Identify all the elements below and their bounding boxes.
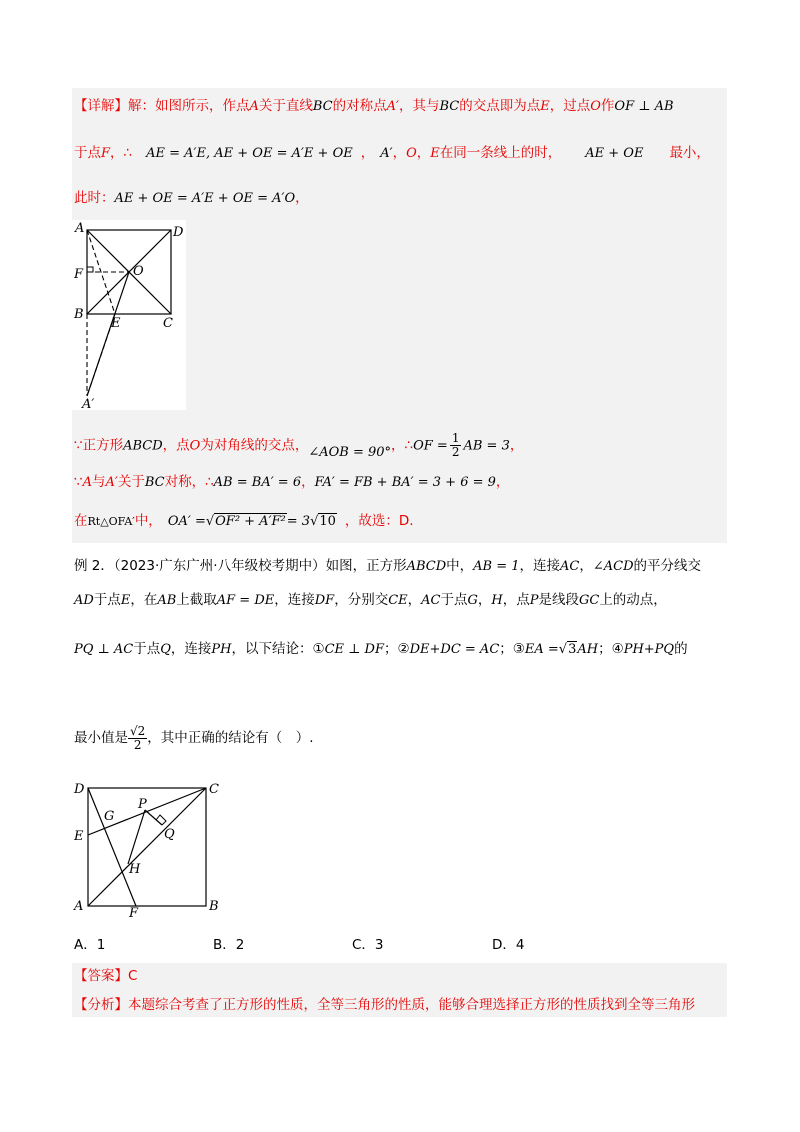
detail-tag: 【详解】 bbox=[74, 98, 128, 114]
label-A-prime: A′ bbox=[82, 397, 95, 410]
option-b[interactable]: B．2 bbox=[213, 937, 245, 953]
label-A-2: A bbox=[74, 899, 84, 914]
segment-pq bbox=[145, 810, 162, 825]
answer-line bbox=[74, 966, 137, 986]
example-line-4: 最小值是 $\frac{√2}{2}$ ，其中正确的结论有（ ）. bbox=[74, 723, 314, 752]
label-E: E bbox=[111, 316, 121, 331]
segment-df bbox=[88, 788, 136, 906]
option-d[interactable]: D．4 bbox=[492, 937, 525, 953]
label-C: C bbox=[163, 316, 173, 331]
label-F: F bbox=[74, 267, 84, 282]
solution-line-6: 在Rt△OFA′中， OA′ =√OF² + A′F²= 3√10 ，故选：D. bbox=[74, 513, 414, 529]
label-G: G bbox=[104, 809, 115, 824]
solution-line-3: 此时：AE + OE = A′E + OE = A′O， bbox=[74, 190, 309, 206]
label-H: H bbox=[129, 862, 141, 877]
solution-line-4: ∵正方形ABCD，点O为对角线的交点，∠AOB = 90°，∴OF = $\frac{1}{2}$ AB = 3， bbox=[74, 431, 524, 460]
example-line-2: AD于点E，在AB上截取AF = DE，连接DF，分别交CE，AC于点G，H，点P是线段GC上的动点， bbox=[74, 592, 667, 608]
analysis-tag: 【分析】 bbox=[74, 997, 128, 1013]
example-line-3: PQ ⊥ AC于点Q，连接PH，以下结论：①CE ⊥ DF；②DE+DC = AC；③EA =√3AH；④PH+PQ的 bbox=[74, 641, 688, 657]
answer-tag: 【答案】 bbox=[74, 968, 128, 984]
figure-1 bbox=[72, 220, 186, 410]
label-D: D bbox=[173, 225, 184, 240]
fraction-half: $\frac{1}{2}$ bbox=[451, 431, 460, 459]
label-C-2: C bbox=[209, 782, 219, 797]
analysis-text: 本题综合考查了正方形的性质，全等三角形的性质，能够合理选择正方形的性质找到全等三角形 bbox=[128, 997, 695, 1013]
label-B-2: B bbox=[209, 899, 219, 914]
label-O: O bbox=[133, 264, 144, 279]
solution-line-2: 于点F，∴ AE = A′E, AE + OE = A′E + OE ， A′，O，E在同一条线上的时， AE + OE 最小， bbox=[74, 145, 710, 161]
solution-line-5: ∵A与A′关于BC对称，∴AB = BA′ = 6，FA′ = FB + BA′ = 3 + 6 = 9， bbox=[74, 474, 510, 490]
figure-2 bbox=[70, 778, 230, 918]
diagonal-ac-2 bbox=[88, 788, 206, 906]
example-line-1: 例 2．（2023·广东广州·八年级校考期中）如图，正方形ABCD中，AB = 1，连接AC，∠ACD的平分线交 bbox=[74, 558, 702, 574]
label-P: P bbox=[138, 797, 147, 812]
label-B: B bbox=[74, 307, 84, 322]
solution-line-1: 【详解】解：如图所示，作点A关于直线BC的对称点A′，其与BC的交点即为点E，过点O作OF ⊥ AB bbox=[74, 98, 674, 114]
option-a[interactable]: A．1 bbox=[74, 937, 106, 953]
answer-value: C bbox=[128, 968, 138, 984]
label-F-2: F bbox=[129, 906, 139, 918]
label-Q: Q bbox=[164, 827, 175, 842]
label-A: A bbox=[75, 221, 85, 236]
analysis-line bbox=[74, 995, 695, 1015]
option-c[interactable]: C．3 bbox=[352, 937, 384, 953]
label-E-2: E bbox=[74, 829, 84, 844]
fraction-sqrt2-over-2: $\frac{√2}{2}$ bbox=[130, 723, 146, 752]
label-D-2: D bbox=[74, 782, 85, 797]
